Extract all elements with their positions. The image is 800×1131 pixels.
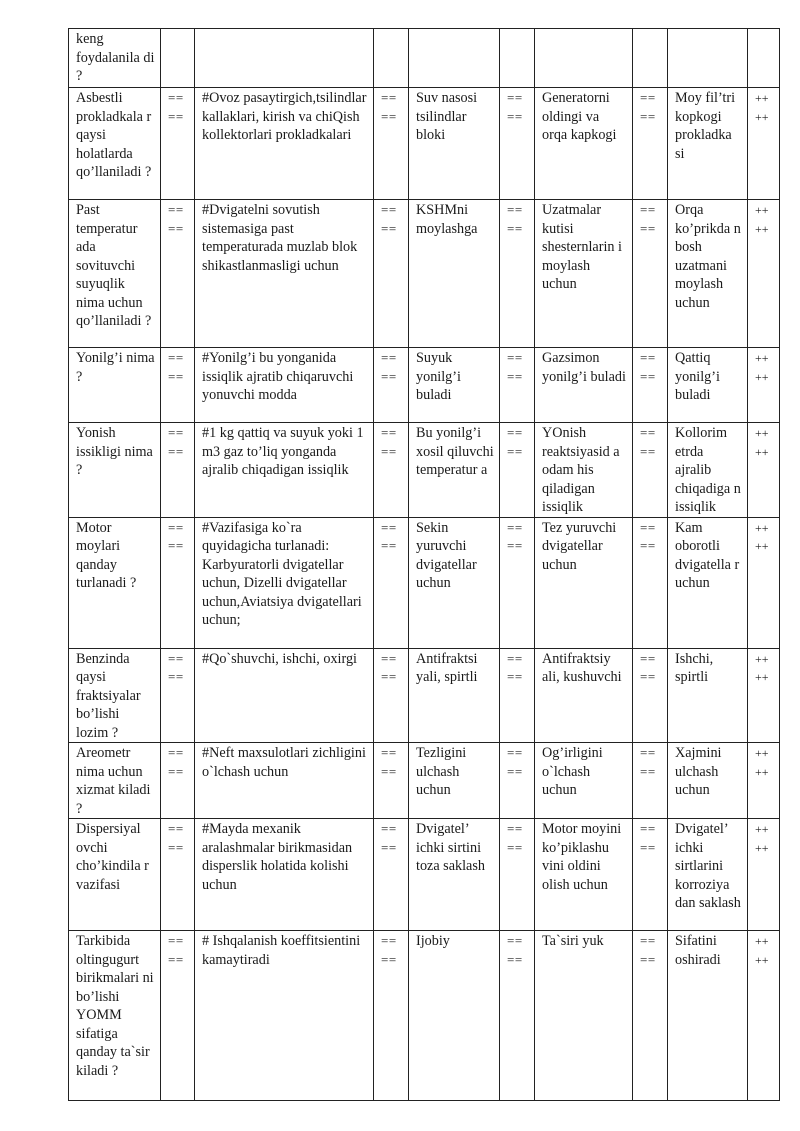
separator-cell — [374, 743, 409, 819]
answer-option-cell — [668, 29, 748, 88]
answer-correct-cell — [195, 29, 374, 88]
end-marker-cell-mark: ++ — [755, 840, 769, 855]
question-cell: Yonilg’i nima ? — [69, 348, 161, 423]
separator-cell-mark: == — [381, 650, 397, 666]
answer-option-cell: Motor moyini ko’piklashu vini oldini olish uchun — [535, 819, 633, 931]
separator-cell-mark: == — [381, 350, 397, 365]
separator-cell — [161, 200, 195, 348]
separator-cell-mark: == — [168, 350, 184, 365]
end-marker-cell — [748, 743, 780, 819]
quiz-table-body — [69, 29, 780, 1101]
separator-cell-mark: == — [381, 821, 397, 836]
separator-cell — [500, 743, 535, 819]
quiz-table — [68, 28, 780, 1101]
answer-option-cell: Tezligini ulchash uchun — [409, 743, 500, 819]
separator-cell — [161, 348, 195, 423]
separator-cell-mark: == — [640, 368, 656, 384]
answer-option-cell: Kam oborotli dvigatella r uchun — [668, 517, 748, 648]
answer-option-cell: KSHMni moylashga — [409, 200, 500, 348]
answer-option-cell: Bu yonilg’i xosil qiluvchi temperatur a — [409, 423, 500, 518]
answer-option-cell — [409, 29, 500, 88]
table-row — [69, 88, 780, 200]
end-marker-cell-mark: ++ — [755, 764, 769, 779]
separator-cell-mark: == — [168, 839, 184, 855]
answer-option-cell: Xajmini ulchash uchun — [668, 743, 748, 819]
separator-cell-mark: == — [381, 220, 397, 236]
answer-option-cell: Kollorim etrda ajralib chiqadiga n issiqlik — [668, 423, 748, 518]
question-cell: Yonish issikligi nima ? — [69, 423, 161, 518]
separator-cell-mark: == — [507, 821, 523, 836]
end-marker-cell-mark: ++ — [755, 203, 769, 217]
separator-cell-mark: == — [381, 425, 397, 440]
answer-option-cell: Orqa ko’prikda n bosh uzatmani moylash uchun — [668, 200, 748, 348]
separator-cell-mark: == — [507, 933, 523, 948]
separator-cell — [633, 348, 668, 423]
table-row — [69, 348, 780, 423]
end-marker-cell-mark: ++ — [755, 934, 769, 948]
answer-correct-cell: #Vazifasiga ko`ra quyidagicha turlanadi: Karbyuratorli dvigatellar uchun, Dizelli dvigatellar uchun,Aviatsiya dvigatellari uchun; — [195, 517, 374, 648]
separator-cell-mark: == — [168, 763, 184, 779]
separator-cell — [500, 348, 535, 423]
answer-correct-cell: #Dvigatelni sovutish sistemasiga past temperaturada muzlab blok shikastlanmasligi uchun — [195, 200, 374, 348]
end-marker-cell-mark: ++ — [755, 952, 769, 967]
table-row — [69, 819, 780, 931]
separator-cell-mark: == — [168, 538, 184, 553]
end-marker-cell-mark: ++ — [755, 351, 769, 365]
separator-cell-mark: == — [640, 821, 656, 836]
question-cell: Benzinda qaysi fraktsiyalar bo’lishi lozim ? — [69, 648, 161, 743]
separator-cell — [161, 931, 195, 1101]
separator-cell-mark: == — [507, 425, 523, 440]
separator-cell — [500, 648, 535, 743]
separator-cell-mark: == — [168, 108, 184, 124]
answer-correct-cell: #Qo`shuvchi, ishchi, oxirgi — [195, 648, 374, 743]
separator-cell — [633, 200, 668, 348]
separator-cell-mark: == — [507, 220, 523, 236]
separator-cell-mark: == — [381, 90, 397, 105]
separator-cell — [161, 819, 195, 931]
separator-cell-mark: == — [168, 669, 184, 684]
separator-cell-mark: == — [168, 90, 184, 105]
separator-cell-mark: == — [640, 669, 656, 684]
separator-cell — [161, 29, 195, 88]
separator-cell-mark: == — [640, 425, 656, 440]
answer-option-cell: Qattiq yonilg’i buladi — [668, 348, 748, 423]
separator-cell-mark: == — [381, 745, 397, 760]
separator-cell — [374, 517, 409, 648]
separator-cell-mark: == — [640, 108, 656, 124]
separator-cell-mark: == — [168, 202, 184, 217]
separator-cell-mark: == — [507, 538, 523, 553]
separator-cell — [161, 88, 195, 200]
separator-cell — [374, 931, 409, 1101]
separator-cell — [161, 648, 195, 743]
answer-option-cell: Uzatmalar kutisi shesternlarin i moylash uchun — [535, 200, 633, 348]
separator-cell — [374, 88, 409, 200]
separator-cell-mark: == — [381, 368, 397, 384]
end-marker-cell — [748, 517, 780, 648]
separator-cell — [633, 931, 668, 1101]
end-marker-cell-mark: ++ — [755, 426, 769, 440]
question-cell: Tarkibida oltingugurt birikmalari ni bo’lishi YOMM sifatiga qanday ta`sir kiladi ? — [69, 931, 161, 1101]
answer-correct-cell: # Ishqalanish koeffitsientini kamaytiradi — [195, 931, 374, 1101]
separator-cell — [633, 423, 668, 518]
separator-cell-mark: == — [507, 202, 523, 217]
separator-cell-mark: == — [640, 350, 656, 365]
separator-cell-mark: == — [168, 821, 184, 836]
answer-correct-cell: #Ovoz pasaytirgich,tsilindlar kallaklari, kirish va chiQish kollektorlari prokladkalari — [195, 88, 374, 200]
separator-cell-mark: == — [640, 220, 656, 236]
answer-option-cell: Suyuk yonilg’i buladi — [409, 348, 500, 423]
separator-cell-mark: == — [168, 650, 184, 666]
separator-cell-mark: == — [168, 951, 184, 967]
separator-cell-mark: == — [507, 650, 523, 666]
separator-cell — [633, 517, 668, 648]
answer-option-cell: Moy fil’tri kopkogi prokladka si — [668, 88, 748, 200]
end-marker-cell-mark: ++ — [755, 91, 769, 105]
separator-cell-mark: == — [507, 669, 523, 684]
separator-cell-mark: == — [507, 763, 523, 779]
end-marker-cell-mark: ++ — [755, 109, 769, 124]
answer-option-cell: Tez yuruvchi dvigatellar uchun — [535, 517, 633, 648]
answer-option-cell: Dvigatel’ ichki sirtini toza saklash — [409, 819, 500, 931]
answer-option-cell: Og’irligini o`lchash uchun — [535, 743, 633, 819]
separator-cell-mark: == — [640, 519, 656, 535]
end-marker-cell — [748, 88, 780, 200]
answer-option-cell: Antifraktsiy ali, kushuvchi — [535, 648, 633, 743]
answer-option-cell: Generatorni oldingi va orqa kapkogi — [535, 88, 633, 200]
separator-cell-mark: == — [640, 763, 656, 779]
separator-cell-mark: == — [381, 951, 397, 967]
question-cell: Asbestli prokladkala r qaysi holatlarda qo’llaniladi ? — [69, 88, 161, 200]
separator-cell-mark: == — [168, 443, 184, 459]
question-cell: Past temperatur ada sovituvchi suyuqlik nima uchun qo’llaniladi ? — [69, 200, 161, 348]
separator-cell-mark: == — [640, 951, 656, 967]
table-row — [69, 423, 780, 518]
separator-cell-mark: == — [381, 108, 397, 124]
separator-cell-mark: == — [507, 951, 523, 967]
answer-option-cell: Gazsimon yonilg’i buladi — [535, 348, 633, 423]
separator-cell-mark: == — [507, 839, 523, 855]
end-marker-cell-mark: ++ — [755, 822, 769, 836]
end-marker-cell-mark: ++ — [755, 539, 769, 553]
separator-cell-mark: == — [640, 202, 656, 217]
separator-cell-mark: == — [381, 763, 397, 779]
separator-cell-mark: == — [168, 425, 184, 440]
separator-cell-mark: == — [381, 443, 397, 459]
answer-option-cell — [535, 29, 633, 88]
separator-cell — [374, 200, 409, 348]
separator-cell — [500, 29, 535, 88]
separator-cell-mark: == — [640, 443, 656, 459]
separator-cell-mark: == — [640, 745, 656, 760]
answer-option-cell: Sekin yuruvchi dvigatellar uchun — [409, 517, 500, 648]
separator-cell-mark: == — [640, 839, 656, 855]
end-marker-cell-mark: ++ — [755, 746, 769, 760]
end-marker-cell — [748, 931, 780, 1101]
separator-cell-mark: == — [381, 519, 397, 535]
separator-cell-mark: == — [640, 650, 656, 666]
answer-option-cell: Suv nasosi tsilindlar bloki — [409, 88, 500, 200]
separator-cell — [500, 200, 535, 348]
separator-cell-mark: == — [381, 538, 397, 553]
separator-cell — [500, 931, 535, 1101]
separator-cell — [161, 743, 195, 819]
answer-option-cell: Antifraktsi yali, spirtli — [409, 648, 500, 743]
separator-cell-mark: == — [381, 669, 397, 684]
question-cell: Motor moylari qanday turlanadi ? — [69, 517, 161, 648]
end-marker-cell-mark: ++ — [755, 444, 769, 459]
separator-cell-mark: == — [381, 933, 397, 948]
separator-cell — [374, 423, 409, 518]
separator-cell-mark: == — [640, 538, 656, 553]
separator-cell-mark: == — [381, 202, 397, 217]
answer-option-cell: YOnish reaktsiyasid a odam his qiladigan issiqlik — [535, 423, 633, 518]
question-cell: Dispersiyal ovchi cho’kindila r vazifasi — [69, 819, 161, 931]
separator-cell — [633, 29, 668, 88]
separator-cell — [161, 423, 195, 518]
separator-cell — [633, 743, 668, 819]
question-cell: keng foydalanila di ? — [69, 29, 161, 88]
separator-cell — [500, 88, 535, 200]
separator-cell-mark: == — [168, 933, 184, 948]
answer-correct-cell: #Yonilg’i bu yonganida issiqlik ajratib chiqaruvchi yonuvchi modda — [195, 348, 374, 423]
separator-cell — [374, 348, 409, 423]
separator-cell — [374, 819, 409, 931]
answer-option-cell: Ijobiy — [409, 931, 500, 1101]
answer-option-cell: Ta`siri yuk — [535, 931, 633, 1101]
answer-correct-cell: #Mayda mexanik aralashmalar birikmasidan disperslik holatida kolishi uchun — [195, 819, 374, 931]
answer-option-cell: Sifatini oshiradi — [668, 931, 748, 1101]
separator-cell-mark: == — [507, 108, 523, 124]
separator-cell — [633, 648, 668, 743]
separator-cell-mark: == — [168, 745, 184, 760]
separator-cell-mark: == — [507, 368, 523, 384]
end-marker-cell-mark: ++ — [755, 670, 769, 684]
separator-cell-mark: == — [507, 90, 523, 105]
separator-cell — [374, 29, 409, 88]
answer-option-cell: Ishchi, spirtli — [668, 648, 748, 743]
separator-cell-mark: == — [168, 220, 184, 236]
table-row — [69, 648, 780, 743]
table-row — [69, 743, 780, 819]
separator-cell — [633, 88, 668, 200]
separator-cell — [633, 819, 668, 931]
end-marker-cell — [748, 648, 780, 743]
end-marker-cell-mark: ++ — [755, 651, 769, 666]
end-marker-cell — [748, 819, 780, 931]
separator-cell — [500, 819, 535, 931]
end-marker-cell — [748, 348, 780, 423]
separator-cell — [500, 423, 535, 518]
separator-cell-mark: == — [381, 839, 397, 855]
table-row — [69, 200, 780, 348]
separator-cell-mark: == — [168, 368, 184, 384]
table-row — [69, 517, 780, 648]
separator-cell-mark: == — [507, 745, 523, 760]
question-cell: Areometr nima uchun xizmat kiladi ? — [69, 743, 161, 819]
separator-cell-mark: == — [507, 350, 523, 365]
end-marker-cell — [748, 200, 780, 348]
table-row — [69, 29, 780, 88]
end-marker-cell-mark: ++ — [755, 520, 769, 535]
answer-correct-cell: #1 kg qattiq va suyuk yoki 1 m3 gaz to’liq yonganda ajralib chiqadigan issiqlik — [195, 423, 374, 518]
separator-cell-mark: == — [640, 933, 656, 948]
end-marker-cell-mark: ++ — [755, 369, 769, 384]
end-marker-cell — [748, 29, 780, 88]
answer-option-cell: Dvigatel’ ichki sirtlarini korroziya dan saklash — [668, 819, 748, 931]
separator-cell-mark: == — [168, 519, 184, 535]
end-marker-cell-mark: ++ — [755, 221, 769, 236]
answer-correct-cell: #Neft maxsulotlari zichligini o`lchash uchun — [195, 743, 374, 819]
table-row — [69, 931, 780, 1101]
separator-cell-mark: == — [640, 90, 656, 105]
separator-cell — [161, 517, 195, 648]
separator-cell — [500, 517, 535, 648]
separator-cell — [374, 648, 409, 743]
separator-cell-mark: == — [507, 443, 523, 459]
end-marker-cell — [748, 423, 780, 518]
separator-cell-mark: == — [507, 519, 523, 535]
